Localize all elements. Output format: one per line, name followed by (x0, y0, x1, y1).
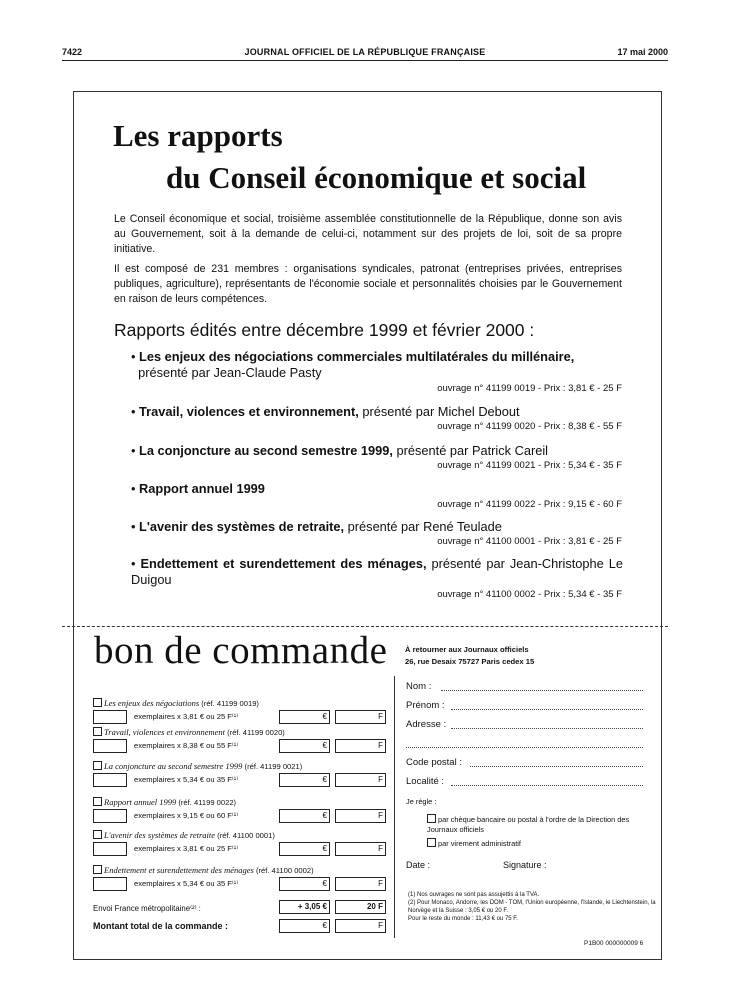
quantity-input[interactable] (93, 809, 127, 823)
total-euro-input[interactable]: € (279, 919, 330, 933)
cheque-checkbox[interactable] (427, 814, 436, 823)
order-checkbox[interactable] (93, 797, 102, 806)
shipping-euro: + 3,05 € (279, 900, 330, 914)
payment-option-virement[interactable]: par virement administratif (427, 838, 521, 849)
total-franc-input[interactable]: F (335, 919, 386, 933)
form-code: P1B00 000000009 6 (584, 940, 644, 947)
quantity-input[interactable] (93, 842, 127, 856)
report-ref: ouvrage n° 41100 0002 - Prix : 5,34 € - 35 F (437, 589, 622, 600)
date-label: Date : (406, 860, 431, 870)
franc-amount-input[interactable]: F (335, 877, 386, 891)
localite-label: Localité : (406, 776, 445, 787)
page-number: 7422 (62, 47, 83, 57)
virement-checkbox[interactable] (427, 838, 436, 847)
franc-amount-input[interactable]: F (335, 739, 386, 753)
adresse-field-2[interactable] (406, 738, 643, 748)
shipping-label: Envoi France métropolitaine⁽²⁾ : (93, 904, 201, 913)
quantity-input[interactable] (93, 710, 127, 724)
reports-subtitle: Rapports édités entre décembre 1999 et février 2000 : (114, 320, 535, 340)
cut-line (62, 626, 668, 627)
title-line-2: du Conseil économique et social (166, 160, 587, 195)
nom-label: Nom : (406, 681, 432, 692)
code-postal-label: Code postal : (406, 757, 462, 768)
euro-amount-input[interactable]: € (279, 739, 330, 753)
euro-amount-input[interactable]: € (279, 842, 330, 856)
nom-field[interactable] (441, 681, 643, 691)
payment-label: Je règle : (406, 797, 437, 806)
report-ref: ouvrage n° 41199 0021 - Prix : 5,34 € - 35 F (437, 460, 622, 471)
report-item: • Les enjeux des négociations commerciales multilatérales du millénaire, présenté par Jean-Claude Pasty (131, 349, 575, 380)
franc-amount-input[interactable]: F (335, 710, 386, 724)
report-ref: ouvrage n° 41199 0022 - Prix : 9,15 € - 60 F (437, 499, 622, 510)
signature-label: Signature : (503, 860, 547, 870)
report-item: • Travail, violences et environnement, présenté par Michel Debout (131, 404, 520, 419)
intro-paragraph-2: Il est composé de 231 membres : organisations syndicales, patronat (entreprises privées, entreprises publiques, agriculture), représentants de l'économie sociale et personnalités choisies par le Gouvernement en raison de leurs compétences. (114, 263, 622, 305)
intro-paragraph-1: Le Conseil économique et social, troisième assemblée constitutionnelle de la République, donne son avis au Gouvernement, soit à la demande de celui-ci, notamment sur des projets de loi, soit de sa propre initiative. (114, 213, 622, 255)
report-item: • L'avenir des systèmes de retraite, présenté par René Teulade (131, 519, 502, 534)
order-checkbox[interactable] (93, 865, 102, 874)
report-item: • Endettement et surendettement des ménages, présenté par Jean-Christophe Le Duigou (131, 556, 623, 587)
prenom-label: Prénom : (406, 700, 445, 711)
quantity-input[interactable] (93, 773, 127, 787)
euro-amount-input[interactable]: € (279, 809, 330, 823)
franc-amount-input[interactable]: F (335, 842, 386, 856)
adresse-label: Adresse : (406, 719, 447, 730)
quantity-input[interactable] (93, 877, 127, 891)
payment-option-cheque[interactable]: par chèque bancaire ou postal à l'ordre de la Direction des Journaux officiels (427, 815, 630, 834)
issue-date: 17 mai 2000 (617, 47, 668, 57)
shipping-franc: 20 F (335, 900, 386, 914)
order-heading: bon de commande (94, 629, 388, 672)
order-checkbox[interactable] (93, 727, 102, 736)
return-address: À retourner aux Journaux officiels 26, rue Desaix 75727 Paris cedex 15 (405, 645, 535, 666)
code-postal-field[interactable] (470, 757, 643, 767)
prenom-field[interactable] (451, 700, 643, 710)
form-divider (394, 676, 395, 938)
report-ref: ouvrage n° 41100 0001 - Prix : 3,81 € - 25 F (437, 536, 622, 547)
euro-amount-input[interactable]: € (279, 877, 330, 891)
title-line-1: Les rapports (113, 118, 283, 153)
franc-amount-input[interactable]: F (335, 809, 386, 823)
report-item: • Rapport annuel 1999 (131, 481, 265, 496)
order-checkbox[interactable] (93, 698, 102, 707)
report-ref: ouvrage n° 41199 0019 - Prix : 3,81 € - 25 F (437, 383, 622, 394)
order-checkbox[interactable] (93, 761, 102, 770)
euro-amount-input[interactable]: € (279, 710, 330, 724)
journal-title: JOURNAL OFFICIEL DE LA RÉPUBLIQUE FRANÇAISE (244, 47, 486, 57)
report-item: • La conjoncture au second semestre 1999, présenté par Patrick Careil (131, 443, 549, 458)
report-ref: ouvrage n° 41199 0020 - Prix : 8,38 € - 55 F (437, 421, 622, 432)
euro-amount-input[interactable]: € (279, 773, 330, 787)
total-label: Montant total de la commande : (93, 921, 229, 931)
localite-field[interactable] (451, 776, 643, 786)
franc-amount-input[interactable]: F (335, 773, 386, 787)
quantity-input[interactable] (93, 739, 127, 753)
header-rule (62, 60, 668, 61)
order-checkbox[interactable] (93, 830, 102, 839)
footnotes: (1) Nos ouvrages ne sont pas assujettis à la TVA. (2) Pour Monaco, Andorre, les DOM - TOM, l'Union européenne, l'Islande, le Liechtenstein, la Norvège et la Suisse : 3,05 € ou 20 F. Pour le reste du monde : 11,43 € ou 75 F. (408, 892, 656, 922)
adresse-field[interactable] (451, 719, 643, 729)
